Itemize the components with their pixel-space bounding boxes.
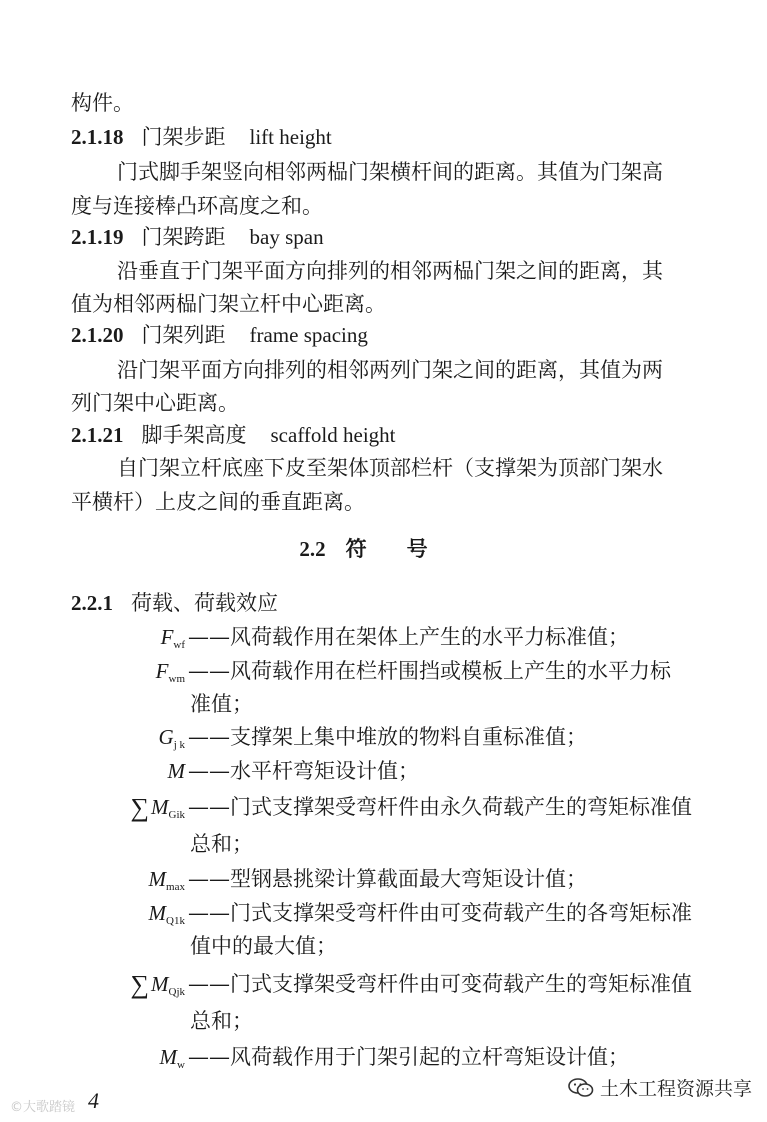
symbol: $F_{wm}$ [155, 659, 185, 685]
definition-text: 沿门架平面方向排列的相邻两列门架之间的距离，其值为两 [117, 358, 663, 382]
symbol: $M_{Q1k}$ [148, 901, 185, 927]
section-number: 2.2 [299, 537, 326, 561]
subsection-title: 荷载、荷载效应 [131, 591, 278, 615]
symbol-description: ——水平杆弯矩设计值； [188, 759, 419, 783]
symbol: M [167, 759, 185, 783]
symbol-description: ——门式支撑架受弯杆件由永久荷载产生的弯矩标准值 [188, 795, 692, 819]
definition-text: 度与连接棒凸环高度之和。 [71, 194, 323, 218]
symbol-description: 值中的最大值； [190, 934, 337, 958]
symbol: $\sum M_{Gik}$ [130, 793, 185, 822]
watermark-right [568, 1074, 752, 1101]
section-title: 符号 [345, 536, 468, 561]
symbol-description: 总和； [190, 1009, 253, 1033]
term-en: lift height [249, 125, 332, 149]
symbol-description: ——风荷载作用于门架引起的立杆弯矩设计值； [188, 1045, 629, 1069]
clause-number: 2.1.20 [71, 323, 124, 347]
clause-number: 2.2.1 [71, 591, 113, 615]
symbol-description: ——门式支撑架受弯杆件由可变荷载产生的各弯矩标准 [188, 901, 692, 925]
symbol-description: ——型钢悬挑梁计算截面最大弯矩设计值； [188, 867, 587, 891]
definition-text: 沿垂直于门架平面方向排列的相邻两榀门架之间的距离，其 [117, 259, 663, 283]
sigma-symbol: ∑ [130, 970, 149, 999]
definition-text: 列门架中心距离。 [71, 391, 239, 415]
symbol-description: 总和； [190, 832, 253, 856]
page-number: 4 [88, 1088, 99, 1113]
symbol: $\sum M_{Qjk}$ [130, 970, 185, 999]
term-zh: 门架列距 [141, 323, 226, 347]
wechat-icon [568, 1078, 594, 1098]
term-en: scaffold height [270, 423, 396, 447]
clause-number: 2.1.19 [71, 225, 124, 249]
definition-heading [71, 420, 396, 450]
subsection-heading [71, 588, 278, 618]
clause-number: 2.1.18 [71, 125, 124, 149]
symbol: $F_{wf}$ [160, 625, 185, 651]
definition-text: 平横杆）上皮之间的垂直距离。 [71, 490, 365, 514]
term-zh: 门架步距 [141, 125, 226, 149]
term-zh: 脚手架高度 [141, 423, 247, 447]
dash: —— [188, 795, 230, 819]
definition-heading [71, 122, 332, 152]
dash: —— [188, 759, 230, 783]
section-heading [0, 534, 767, 564]
term-zh: 门架跨距 [141, 225, 226, 249]
dash: —— [188, 867, 230, 891]
symbol: $M_w$ [159, 1045, 185, 1071]
definition-text: 自门架立杆底座下皮至架体顶部栏杆（支撑架为顶部门架水 [117, 456, 663, 480]
term-en: frame spacing [249, 323, 368, 347]
dash: —— [188, 725, 230, 749]
term-en: bay span [249, 225, 324, 249]
dash: —— [188, 1045, 230, 1069]
watermark-left: ©大歌踏镜 [10, 1100, 76, 1115]
dash: —— [188, 625, 230, 649]
dash: —— [188, 901, 230, 925]
definition-heading [71, 320, 368, 350]
watermark-text: 土木工程资源共享 [600, 1078, 753, 1100]
symbol-description: ——支撑架上集中堆放的物料自重标准值； [188, 725, 587, 749]
definition-text: 门式脚手架竖向相邻两榀门架横杆间的距离。其值为门架高 [117, 160, 663, 184]
symbol-description: ——门式支撑架受弯杆件由可变荷载产生的弯矩标准值 [188, 972, 692, 996]
symbol-description: 准值； [190, 692, 253, 716]
clause-number: 2.1.21 [71, 423, 124, 447]
symbol-description: ——风荷载作用在栏杆围挡或模板上产生的水平力标 [188, 659, 671, 683]
definition-heading [71, 222, 324, 252]
sigma-symbol: ∑ [130, 793, 149, 822]
symbol: $M_{max}$ [148, 867, 185, 893]
text-line: 构件。 [71, 91, 134, 115]
symbol-description: ——风荷载作用在架体上产生的水平力标准值； [188, 625, 629, 649]
definition-text: 值为相邻两榀门架立杆中心距离。 [71, 292, 386, 316]
dash: —— [188, 972, 230, 996]
dash: —— [188, 659, 230, 683]
symbol: $G_{j k}$ [158, 725, 185, 751]
